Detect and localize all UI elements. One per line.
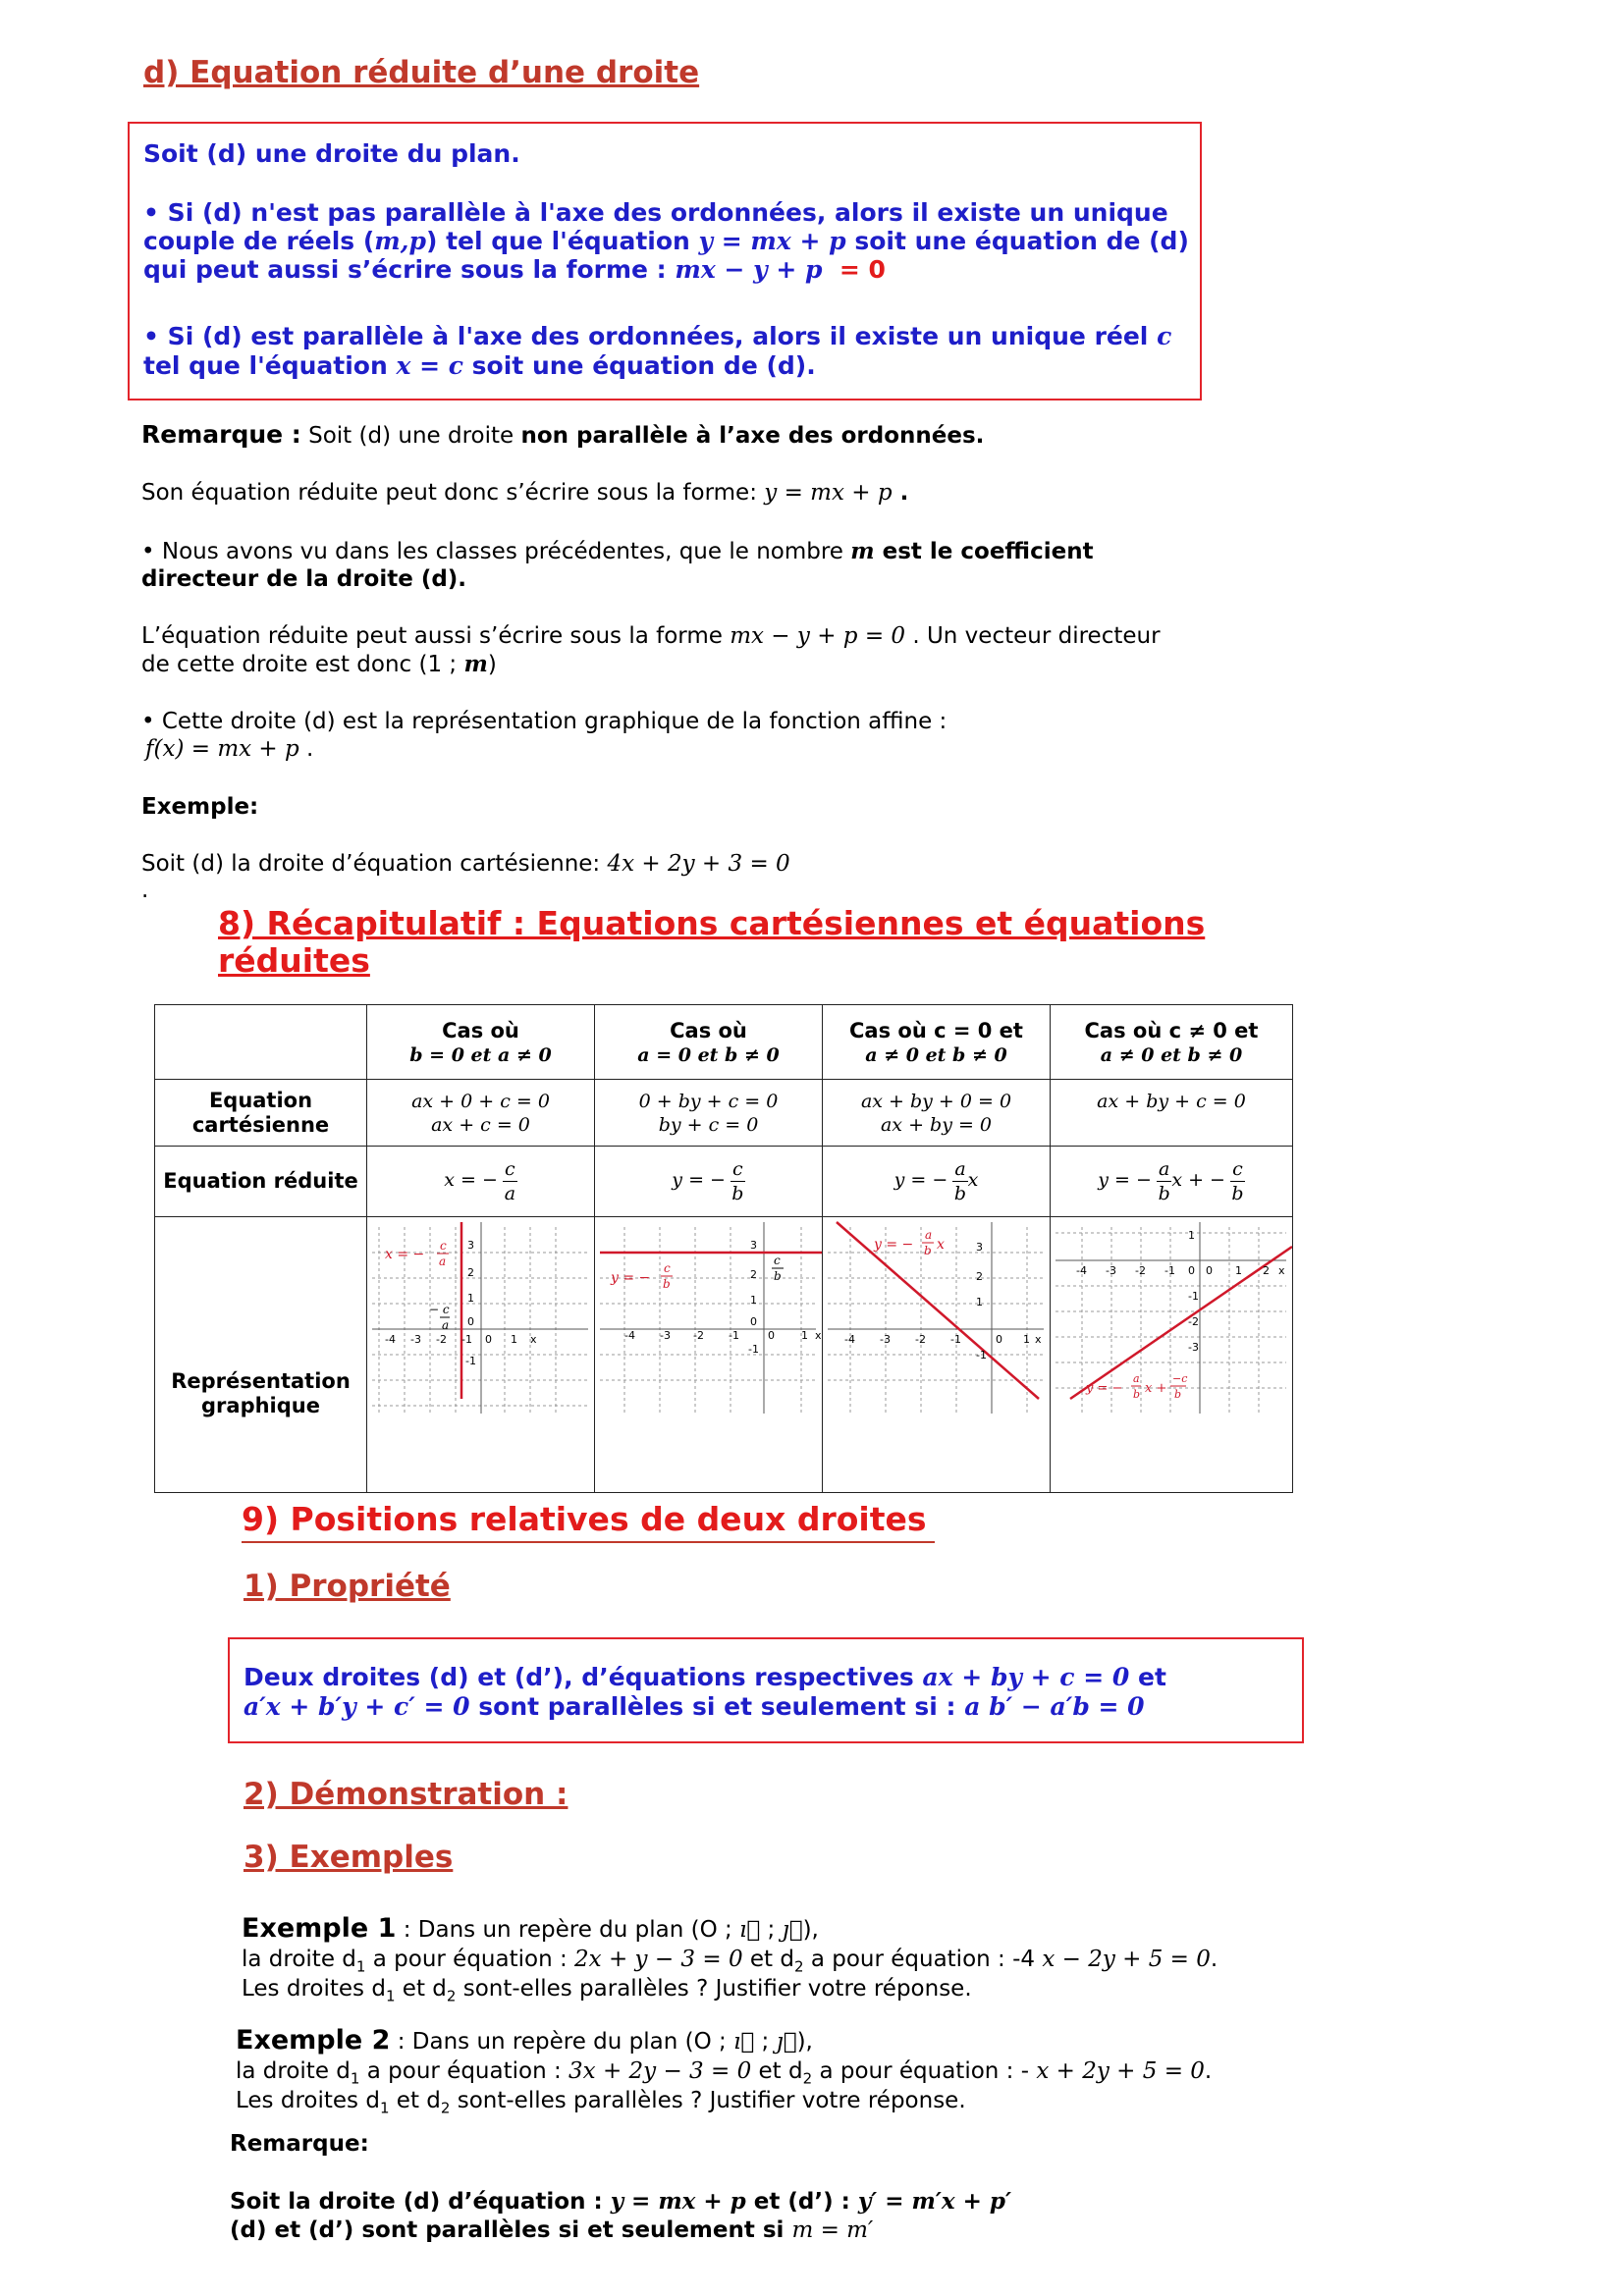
col-header-3: Cas où c = 0 et a ≠ 0 et b ≠ 0 bbox=[823, 1005, 1051, 1080]
svg-text:-2: -2 bbox=[1135, 1264, 1146, 1277]
svg-text:-1: -1 bbox=[465, 1355, 476, 1367]
prop-title: 1) Propriété bbox=[244, 1569, 451, 1604]
property-line2: a′x + b′y + c′ = 0 sont parallèles si et seulement si : a b′ − a′b = 0 bbox=[244, 1692, 1145, 1721]
svg-text:-1: -1 bbox=[976, 1349, 987, 1362]
example1-line1: Exemple 1 : Dans un repère du plan (O ; ı⃗ ; ȷ⃗), bbox=[242, 1913, 819, 1944]
svg-text:c: c bbox=[440, 1239, 447, 1253]
corner-cell bbox=[155, 1005, 367, 1080]
box-bullet1-b: couple de réels (m,p) tel que l'équation y = mx + p soit une équation de (d) bbox=[143, 227, 1189, 255]
svg-text:x: x bbox=[1035, 1333, 1042, 1346]
svg-text:-2: -2 bbox=[436, 1333, 447, 1346]
red-cell-1: x = − $\frac{c}{a}$ bbox=[367, 1147, 595, 1217]
svg-text:a: a bbox=[1133, 1372, 1140, 1385]
graph-vertical-line bbox=[367, 1217, 594, 1488]
svg-text:b: b bbox=[924, 1244, 932, 1257]
svg-text:c: c bbox=[774, 1254, 781, 1267]
svg-text:-1: -1 bbox=[461, 1333, 472, 1346]
svg-text:y = −: y = − bbox=[874, 1237, 914, 1253]
svg-text:1: 1 bbox=[976, 1296, 983, 1308]
section9-underline bbox=[242, 1541, 935, 1543]
svg-text:1: 1 bbox=[1235, 1264, 1242, 1277]
graph-cell-3 bbox=[823, 1217, 1051, 1493]
svg-text:x: x bbox=[815, 1329, 822, 1342]
svg-text:b: b bbox=[774, 1269, 782, 1283]
graph-cell-4 bbox=[1051, 1217, 1293, 1493]
red-cell-3: y = − $\frac{a}{b}$ x bbox=[823, 1147, 1051, 1217]
col-header-2: Cas où a = 0 et b ≠ 0 bbox=[595, 1005, 823, 1080]
remarque2-line2: (d) et (d’) sont parallèles si et seulement si m = m′ bbox=[230, 2217, 874, 2243]
red-cell-2: y = − $\frac{c}{b}$ bbox=[595, 1147, 823, 1217]
svg-text:1: 1 bbox=[511, 1333, 517, 1346]
svg-text:3: 3 bbox=[467, 1239, 474, 1252]
svg-text:c: c bbox=[664, 1261, 671, 1275]
svg-text:-1: -1 bbox=[1188, 1290, 1199, 1303]
graph-general-line bbox=[1051, 1217, 1292, 1488]
remarque-line4: L’équation réduite peut aussi s’écrire sous la forme mx − y + p = 0 . Un vecteur directeur bbox=[141, 623, 1161, 649]
remarque-line5: • Cette droite (d) est la représentation graphique de la fonction affine : bbox=[141, 709, 947, 734]
remarque-line3b: directeur de la droite (d). bbox=[141, 566, 467, 592]
svg-text:−c: −c bbox=[1172, 1372, 1188, 1385]
box-bullet2-b: tel que l'équation x = c soit une équation de (d). bbox=[143, 351, 816, 380]
svg-text:0: 0 bbox=[467, 1315, 474, 1328]
svg-text:-1: -1 bbox=[1164, 1264, 1175, 1277]
graph-through-origin bbox=[823, 1217, 1050, 1488]
svg-text:b: b bbox=[663, 1277, 671, 1291]
row-label-graphique: Représentation graphique bbox=[155, 1217, 367, 1493]
recap-table bbox=[154, 1004, 1293, 1493]
examples-title: 3) Exemples bbox=[244, 1840, 454, 1875]
remarque2-label: Remarque: bbox=[230, 2131, 369, 2157]
svg-text:0: 0 bbox=[750, 1315, 757, 1328]
svg-text:-3: -3 bbox=[660, 1329, 671, 1342]
box-line1: Soit (d) une droite du plan. bbox=[143, 139, 520, 168]
svg-text:x: x bbox=[1278, 1264, 1285, 1277]
box-bullet1-a: • Si (d) n'est pas parallèle à l'axe des ordonnées, alors il existe un unique bbox=[143, 198, 1168, 227]
svg-text:2: 2 bbox=[976, 1270, 983, 1283]
svg-text:a: a bbox=[925, 1228, 933, 1242]
graph-cell-2 bbox=[595, 1217, 823, 1493]
svg-text:-3: -3 bbox=[1106, 1264, 1116, 1277]
svg-text:b: b bbox=[1133, 1388, 1141, 1401]
cart-cell-1: ax + 0 + c = 0 ax + c = 0 bbox=[367, 1080, 595, 1147]
svg-text:-4: -4 bbox=[624, 1329, 635, 1342]
svg-text:3: 3 bbox=[750, 1239, 757, 1252]
cart-cell-4: ax + by + c = 0 bbox=[1051, 1080, 1293, 1147]
remarque-line3: • Nous avons vu dans les classes précédentes, que le nombre m est le coefficient bbox=[141, 538, 1094, 564]
svg-text:-3: -3 bbox=[880, 1333, 891, 1346]
row-label-reduite: Equation réduite bbox=[155, 1147, 367, 1217]
svg-text:1: 1 bbox=[1188, 1229, 1195, 1242]
box-bullet2-a: • Si (d) est parallèle à l'axe des ordonnées, alors il existe un unique réel c bbox=[143, 322, 1172, 350]
svg-text:2: 2 bbox=[750, 1268, 757, 1281]
svg-text:2: 2 bbox=[467, 1266, 474, 1279]
col-header-4: Cas où c ≠ 0 et a ≠ 0 et b ≠ 0 bbox=[1051, 1005, 1293, 1080]
svg-text:-2: -2 bbox=[693, 1329, 704, 1342]
svg-text:-4: -4 bbox=[844, 1333, 855, 1346]
red-cell-4: y = − $\frac{a}{b}$ x + − $\frac{c}{b}$ bbox=[1051, 1147, 1293, 1217]
section9-title: 9) Positions relatives de deux droites bbox=[242, 1500, 927, 1538]
svg-text:-3: -3 bbox=[410, 1333, 421, 1346]
svg-text:-3: -3 bbox=[1188, 1341, 1199, 1354]
svg-text:-2: -2 bbox=[915, 1333, 926, 1346]
remarque-line5b: f(x) = mx + p . bbox=[145, 736, 314, 762]
svg-text:0: 0 bbox=[1206, 1264, 1213, 1277]
remarque-line4b: de cette droite est donc (1 ; m) bbox=[141, 651, 497, 677]
graph-cell-1 bbox=[367, 1217, 595, 1493]
example2-line2: la droite $d_1$ a pour équation : 3x + 2y − 3 = 0 et $d_2$ a pour équation : - x + 2y + 5 = 0. bbox=[236, 2058, 1213, 2088]
example2-line3: Les droites $d_1$ et $d_2$ sont-elles parallèles ? Justifier votre réponse. bbox=[236, 2088, 966, 2117]
svg-text:x +: x + bbox=[1145, 1381, 1167, 1396]
exemple-label: Exemple: bbox=[141, 794, 259, 820]
remarque-line2: Son équation réduite peut donc s’écrire sous la forme: y = mx + p . bbox=[141, 480, 909, 506]
box-bullet1-c: qui peut aussi s’écrire sous la forme : mx − y + p = 0 bbox=[143, 255, 886, 284]
svg-text:-1: -1 bbox=[748, 1343, 759, 1356]
property-line1: Deux droites (d) et (d’), d’équations respectives ax + by + c = 0 et bbox=[244, 1663, 1166, 1691]
example1-line3: Les droites $d_1$ et $d_2$ sont-elles parallèles ? Justifier votre réponse. bbox=[242, 1976, 972, 2005]
cart-cell-3: ax + by + 0 = 0 ax + by = 0 bbox=[823, 1080, 1051, 1147]
svg-text:3: 3 bbox=[976, 1241, 983, 1254]
svg-text:-4: -4 bbox=[385, 1333, 396, 1346]
cart-cell-2: 0 + by + c = 0 by + c = 0 bbox=[595, 1080, 823, 1147]
row-label-cartesienne: Equation cartésienne bbox=[155, 1080, 367, 1147]
svg-text:-1: -1 bbox=[950, 1333, 961, 1346]
example1-line2: la droite $d_1$ a pour équation : 2x + y − 3 = 0 et $d_2$ a pour équation : -4 x − 2y + 5 = 0. bbox=[242, 1947, 1218, 1976]
svg-text:1: 1 bbox=[801, 1329, 808, 1342]
svg-text:a: a bbox=[439, 1255, 447, 1268]
svg-text:2: 2 bbox=[1263, 1264, 1270, 1277]
svg-text:y = −: y = − bbox=[611, 1270, 651, 1286]
svg-text:1: 1 bbox=[467, 1292, 474, 1305]
svg-text:-2: -2 bbox=[1188, 1315, 1199, 1328]
svg-text:0: 0 bbox=[1188, 1264, 1195, 1277]
col-header-1: Cas où b = 0 et a ≠ 0 bbox=[367, 1005, 595, 1080]
svg-text:x: x bbox=[530, 1333, 537, 1346]
remarque2-line1: Soit la droite (d) d’équation : y = mx + p et (d’) : y′ = m′x + p′ bbox=[230, 2188, 1012, 2215]
svg-text:1: 1 bbox=[1023, 1333, 1030, 1346]
dot: . bbox=[141, 878, 149, 903]
svg-text:a: a bbox=[442, 1318, 450, 1332]
exemple-line: Soit (d) la droite d’équation cartésienne: 4x + 2y + 3 = 0 bbox=[141, 851, 790, 877]
svg-text:0: 0 bbox=[996, 1333, 1002, 1346]
svg-text:y = −: y = − bbox=[1086, 1381, 1123, 1396]
svg-text:x = −: x = − bbox=[385, 1247, 425, 1262]
svg-text:x: x bbox=[937, 1237, 945, 1253]
svg-text:-4: -4 bbox=[1076, 1264, 1087, 1277]
remarque-line1: Remarque : Soit (d) une droite non parallèle à l’axe des ordonnées. bbox=[141, 420, 985, 449]
svg-text:-1: -1 bbox=[729, 1329, 739, 1342]
graph-horizontal-line bbox=[595, 1217, 822, 1488]
svg-text:− c: − c bbox=[429, 1303, 450, 1316]
section8-title: 8) Récapitulatif : Equations cartésiennes et équations réduites bbox=[218, 904, 1206, 980]
demo-title: 2) Démonstration : bbox=[244, 1777, 568, 1812]
svg-text:0: 0 bbox=[485, 1333, 492, 1346]
svg-text:1: 1 bbox=[750, 1294, 757, 1307]
svg-text:0: 0 bbox=[768, 1329, 775, 1342]
svg-text:b: b bbox=[1174, 1388, 1182, 1401]
example2-line1: Exemple 2 : Dans un repère du plan (O ; ı⃗ ; ȷ⃗), bbox=[236, 2025, 813, 2056]
section-d-title: d) Equation réduite d’une droite bbox=[143, 55, 700, 90]
